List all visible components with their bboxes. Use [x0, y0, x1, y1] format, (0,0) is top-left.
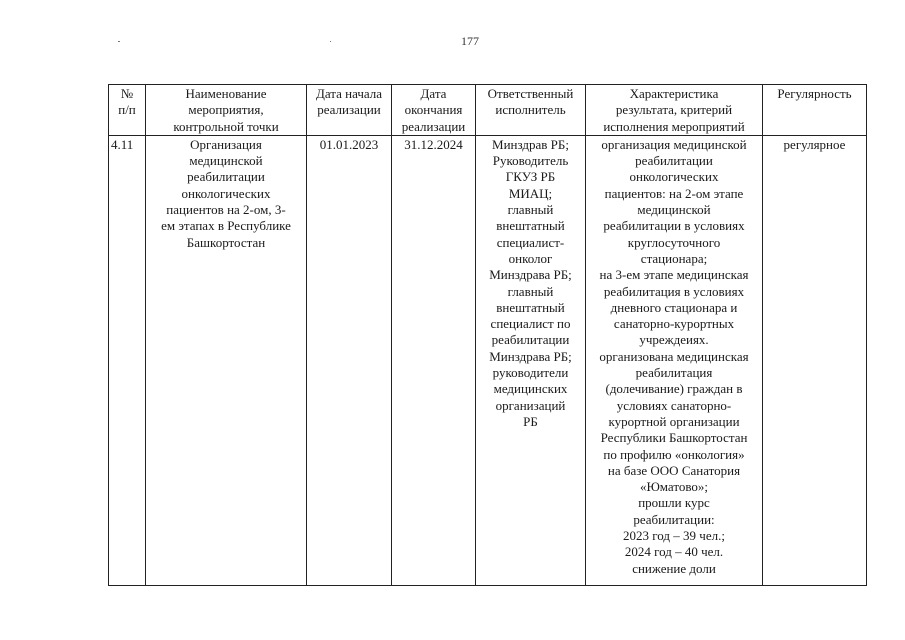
scan-speck	[330, 41, 331, 42]
cell-regularity: регулярное	[763, 135, 867, 585]
cell-name: Организация медицинской реабилитации онкологических пациентов на 2-ом, 3- ем этапах в Республике Башкортостан	[146, 135, 307, 585]
scan-speck	[118, 41, 120, 42]
header-responsible: Ответственный исполнитель	[476, 85, 586, 136]
cell-responsible: Минздрав РБ; Руководитель ГКУЗ РБ МИАЦ; главный внештатный специалист- онколог Минздрава РБ; главный внештатный специалист по реабилитации Минздрава РБ; руководители медицинских организаций РБ	[476, 135, 586, 585]
header-name: Наименование мероприятия, контрольной точки	[146, 85, 307, 136]
header-result: Характеристика результата, критерий исполнения мероприятий	[586, 85, 763, 136]
activity-table	[108, 84, 867, 586]
cell-result: организация медицинской реабилитации онкологических пациентов: на 2-ом этапе медицинской реабилитации в условиях круглосуточного стационара; на 3-ем этапе медицинская реабилитация в условиях дневного стационара и санаторно-курортных учреждеиях. организована медицинская реабилитация (долечивание) граждан в условиях санаторно- курортной организации Республики Башкортостан по профилю «онкология» на базе ООО Санатория «Юматово»; прошли курс реабилитации: 2023 год – 39 чел.; 2024 год – 40 чел. снижение доли	[586, 135, 763, 585]
header-number: № п/п	[109, 85, 146, 136]
header-regularity: Регулярность	[763, 85, 867, 136]
table-header-row	[109, 85, 867, 136]
table-row	[109, 135, 867, 585]
page-number: 177	[461, 34, 479, 48]
header-end-date: Дата окончания реализации	[392, 85, 476, 136]
header-start-date: Дата начала реализации	[307, 85, 392, 136]
cell-start-date: 01.01.2023	[307, 135, 392, 585]
cell-end-date: 31.12.2024	[392, 135, 476, 585]
cell-number: 4.11	[109, 135, 146, 585]
